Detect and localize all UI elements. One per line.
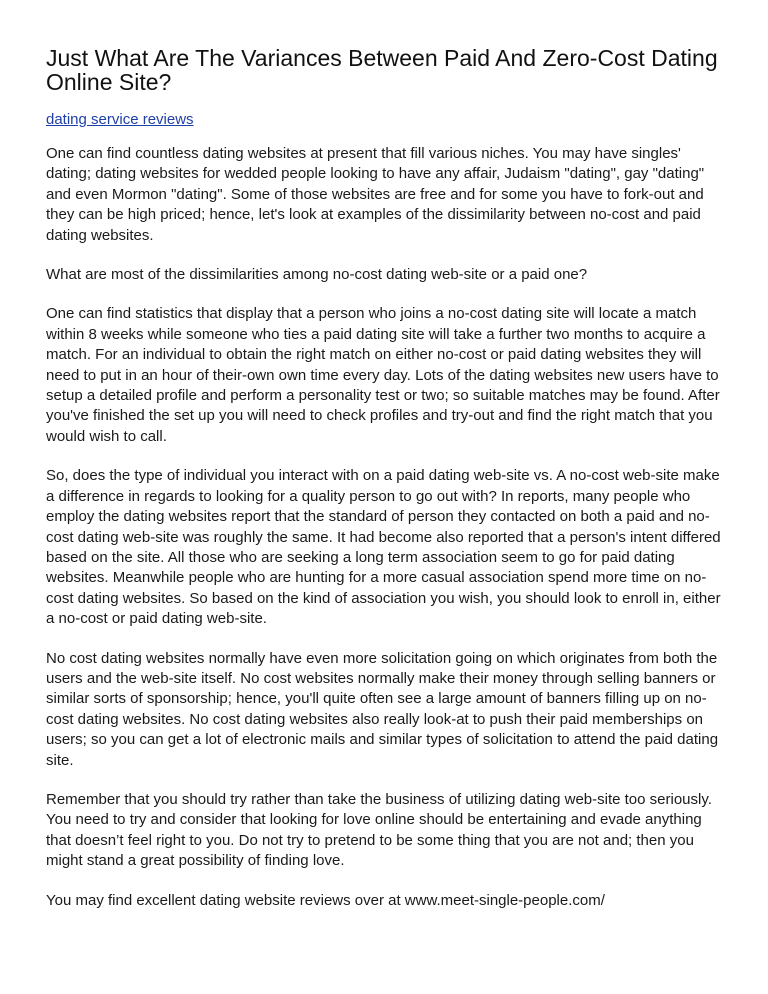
- paragraph-question: What are most of the dissimilarities among no-cost dating web-site or a paid one?: [46, 266, 588, 284]
- document-page: [46, 46, 728, 930]
- paragraph-advice: Remember that you should try rather than take the business of utilizing dating web-site too seriously. You need to try and consider that looking for love online should be entertaining and evade anything that doesn’t feel right to you. Do not try to pretend to be some thing that you are not and; then you might stand a great possibility of finding love.: [46, 790, 712, 870]
- paragraph-solicitation: No cost dating websites normally have even more solicitation going on which originates from both the users and the web-site itself. No cost websites normally make their money through selling banners or similar sorts of sponsorship; hence, you'll quite often see a large amount of banners filling up on no-cost dating websites. No cost dating websites also really look-at to push their paid memberships on users; so you can get a lot of electronic mails and similar types of solicitation to attend the paid dating site.: [46, 649, 719, 769]
- paragraph-statistics: One can find statistics that display that a person who joins a no-cost dating site will locate a match within 8 weeks while someone who ties a paid dating site will take a further two months to acquire a match. For an individual to obtain the right match on either no-cost or paid dating websites they will need to put in an hour of their-own own time every day. Lots of the dating websites new users have to setup a detailed profile and perform a personality test or two; so suitable matches may be found. After you've finished the set up you will need to check profiles and try-out and find the right match that you would wish to call.: [46, 305, 720, 445]
- paragraph-intro: One can find countless dating websites at present that fill various niches. You may have singles' dating; dating websites for wedded people looking to have any affair, Judaism "dating", gay "dating" and even Mormon "dating". Some of those websites are free and for some you have to fork-out and they can be high priced; hence, let's look at examples of the dissimilarity between no-cost and paid dating websites.: [46, 145, 705, 244]
- article-title: Just What Are The Variances Between Paid And Zero-Cost Dating Online Site?: [46, 45, 718, 95]
- tag-link-dating-service-reviews[interactable]: dating service reviews: [46, 111, 194, 128]
- paragraph-reviews-link: You may find excellent dating website reviews over at www.meet-single-people.com/: [46, 891, 605, 909]
- paragraph-quality: So, does the type of individual you interact with on a paid dating web-site vs. A no-cost web-site make a difference in regards to looking for a quality person to go out with? In reports, many people who employ the dating websites report that the standard of person they contacted on both a paid and no-cost dating web-site was roughly the same. It had become also reported that a person's intent differed based on the site. All those who are seeking a long term association seem to go for paid dating websites. Meanwhile people who are hunting for a more casual association spend more time on no-cost dating websites. So based on the kind of association you wish, you should look to enroll in, either a no-cost or paid dating web-site.: [46, 467, 721, 628]
